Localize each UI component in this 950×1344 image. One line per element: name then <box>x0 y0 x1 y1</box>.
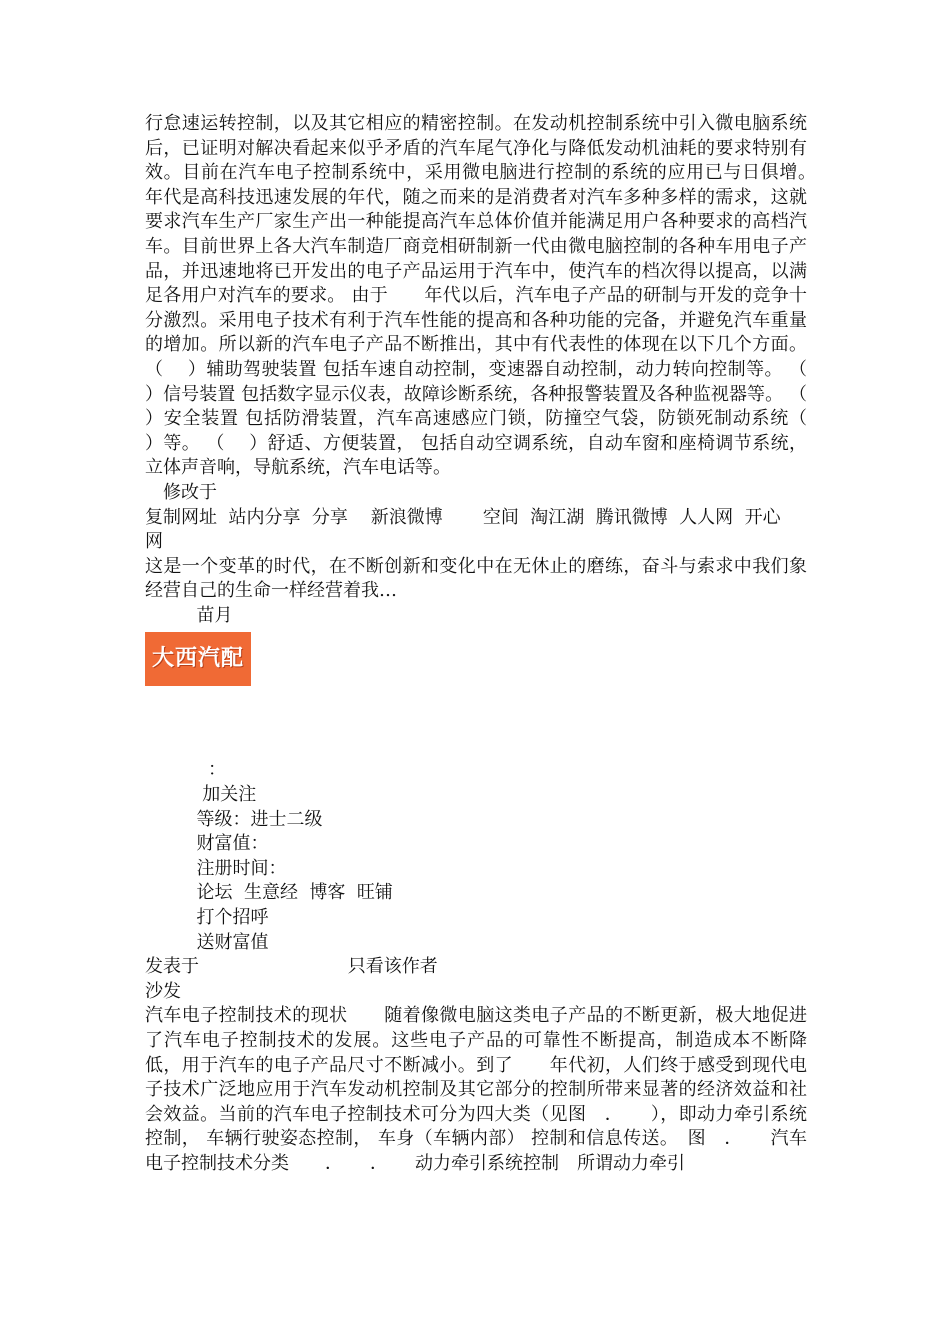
profile-register-time: 注册时间： <box>145 857 287 879</box>
author-signature: 这是一个变革的时代，在不断创新和变化中在无休止的磨练，奋斗与索求中我们象经营自己的生命一样经营着我… <box>145 555 807 602</box>
author-profile <box>145 758 807 955</box>
profile-colon: ： <box>145 759 226 781</box>
modified-label: 修改于 <box>145 481 217 503</box>
follow-button[interactable]: 加关注 <box>145 784 257 806</box>
article-paragraph: 行怠速运转控制，以及其它相应的精密控制。在发动机控制系统中引入微电脑系统后，已证明对解决看起来似乎矛盾的汽车尾气净化与降低发动机油耗的要求特别有效。目前在汽车电子控制系统中，采用微电脑进行控制的系统的应用已与日俱增。 年代是高科技迅速发展的年代，随之而来的是消费者对汽车多种多样的需求，这就要求汽车生产厂家生产出一种能提高汽车总体价值并能满足用户各种要求的高档汽车。目前世界上各大汽车制造厂商竞相研制新一代由微电脑控制的各种车用电子产品，并迅速地将已开发出的电子产品运用于汽车中，使汽车的档次得以提高，以满足各用户对汽车的要求。 由于 年代以后，汽车电子产品的研制与开发的竞争十分激烈。采用电子技术有利于汽车性能的提高和各种功能的完备，并避免汽车重量的增加。所以新的汽车电子产品不断推出，其中有代表性的体现在以下几个方面。 （ ）辅助驾驶装置 包括车速自动控制，变速器自动控制，动力转向控制等。 （ ）信号装置 包括数字显示仪表，故障诊断系统，各种报警装置及各种监视器等。 （ ）安全装置 包括防滑装置，汽车高速感应门锁，防撞空气袋，防锁死制动系统（ ）等。 （ ）舒适、方便装置， 包括自动空调系统，自动车窗和座椅调节系统，立体声音响，导航系统，汽车电话等。 <box>145 113 849 479</box>
share-links-wrap[interactable]: 网 <box>145 531 163 553</box>
profile-level: 等级：进士二级 <box>145 808 323 830</box>
author-name[interactable]: 苗月 <box>145 604 233 626</box>
send-wealth-link[interactable]: 送财富值 <box>145 931 269 953</box>
article-paragraph-2: 汽车电子控制技术的现状 随着像微电脑这类电子产品的不断更新，极大地促进了汽车电子控制技术的发展。这些电子产品的可靠性不断提高，制造成本不断降低，用于汽车的电子产品尺寸不断减小。到了 年代初，人们终于感受到现代电子技术广泛地应用于汽车发动机控制及其它部分的控制所带来显著的经济效益和社会效益。当前的汽车电子控制技术可分为四大类（见图 ． ），即动力牵引系统控制， 车辆行驶姿态控制， 车身（车辆内部） 控制和信息传送。 图 ． 汽车电子控制技术分类 ． ． 动力牵引系统控制 所谓动力牵引 <box>145 1005 807 1174</box>
post-floor: 沙发 <box>145 980 181 1002</box>
page-content <box>145 112 849 1177</box>
shop-logo[interactable]: 大西汽配 <box>145 632 251 686</box>
profile-links[interactable]: 论坛 生意经 博客 旺铺 <box>145 882 393 904</box>
share-links[interactable]: 复制网址 站内分享 分享 新浪微博 空间 淘江湖 腾讯微博 人人网 开心 <box>145 506 781 528</box>
profile-wealth: 财富值： <box>145 833 269 855</box>
greet-link[interactable]: 打个招呼 <box>145 907 269 929</box>
post-meta[interactable]: 发表于 只看该作者 <box>145 956 438 978</box>
